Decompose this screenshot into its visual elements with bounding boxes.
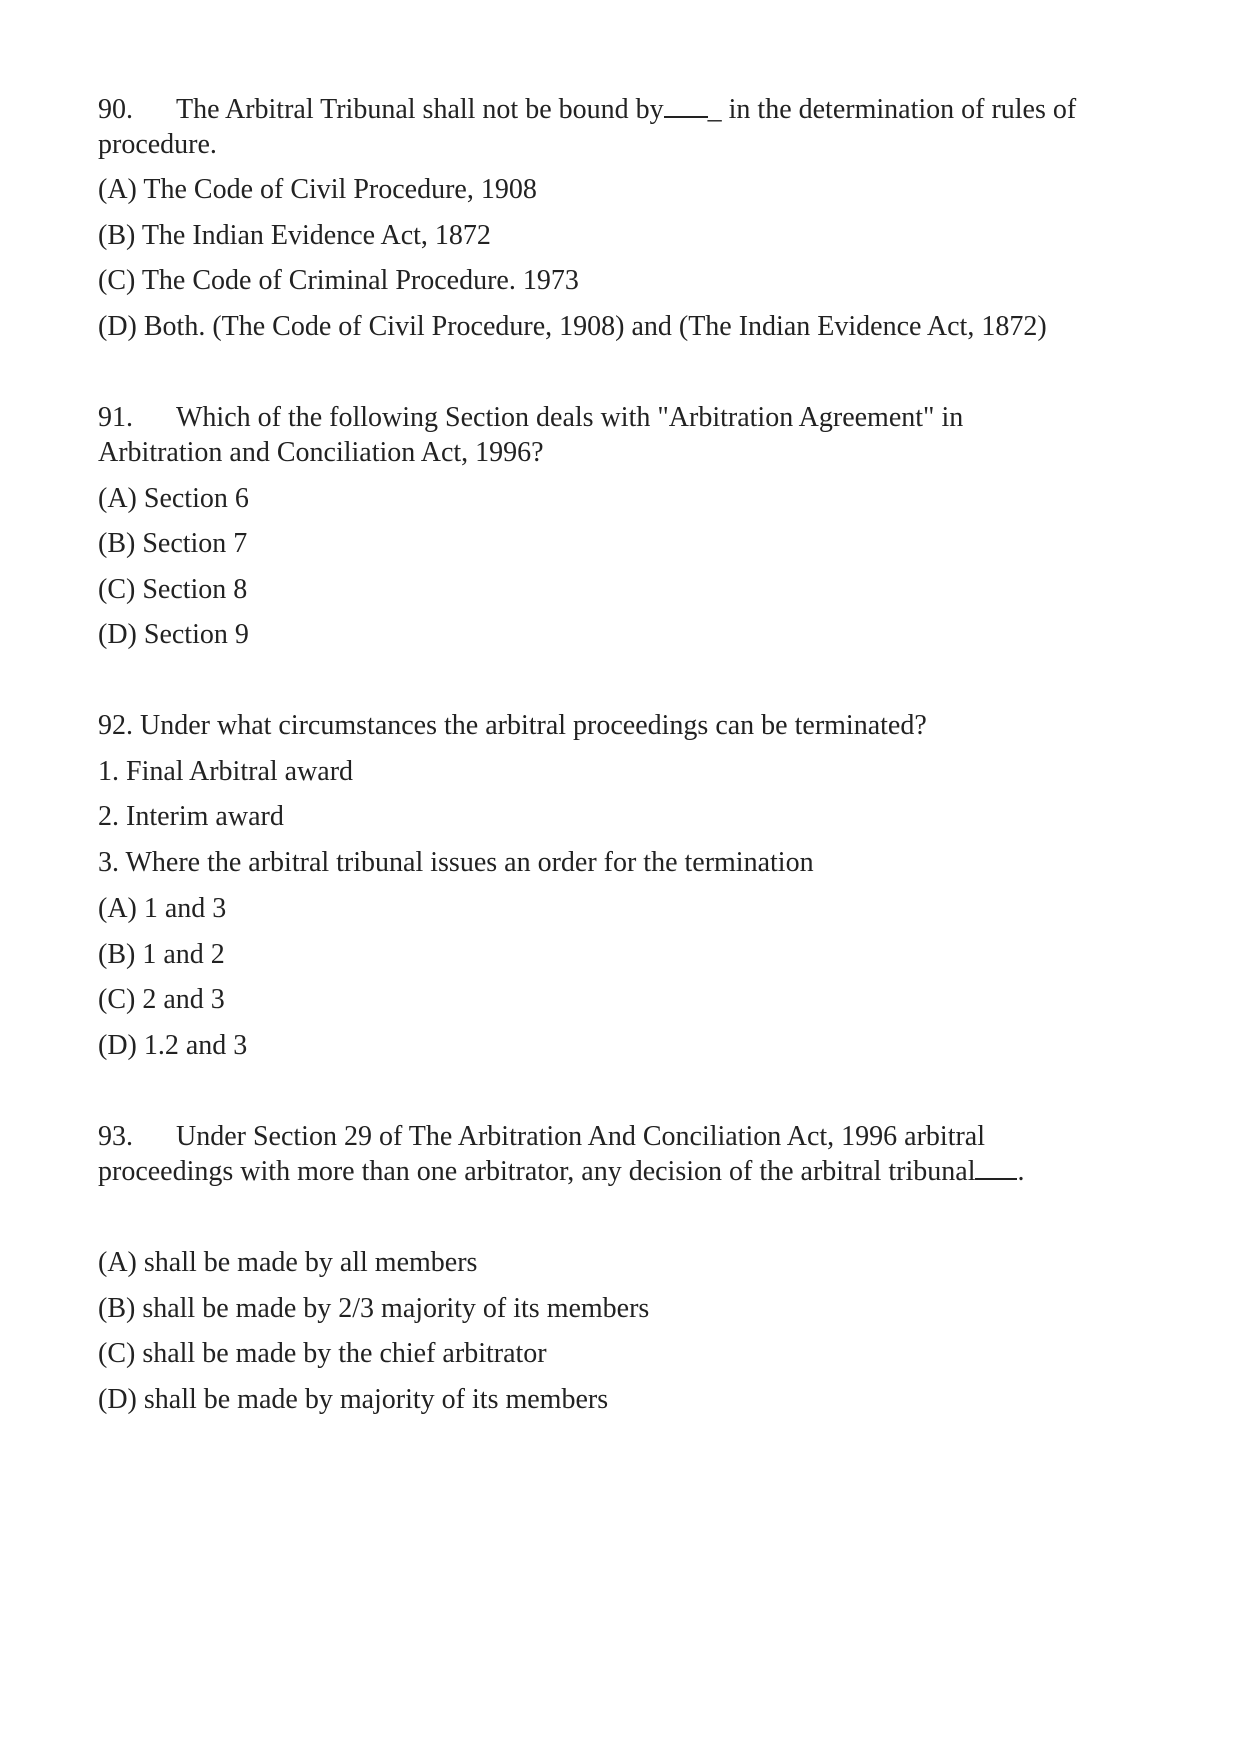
- question-stem-continued: [98, 1154, 1024, 1190]
- option-a: (A) 1 and 3: [98, 893, 227, 924]
- option-b: (B) 1 and 2: [98, 939, 225, 970]
- option-c: (C) Section 8: [98, 574, 248, 605]
- question-text: .: [1017, 1156, 1025, 1187]
- question-number: 93.: [98, 1121, 133, 1152]
- question-number: 91.: [98, 402, 133, 433]
- option-a: (A) Section 6: [98, 483, 249, 514]
- question-text: Under Section 29 of The Arbitration And Conciliation Act, 1996 arbitral: [176, 1121, 986, 1152]
- statement-3: 3. Where the arbitral tribunal issues an order for the termination: [98, 847, 814, 878]
- option-d: (D) Section 9: [98, 619, 249, 650]
- fill-in-blank: [664, 94, 708, 118]
- option-b: (B) The Indian Evidence Act, 1872: [98, 220, 491, 251]
- question-text: The Arbitral Tribunal shall not be bound by: [176, 94, 664, 125]
- fill-in-blank: [975, 1156, 1017, 1180]
- question-stem: [98, 1119, 985, 1155]
- option-c: (C) shall be made by the chief arbitrator: [98, 1338, 547, 1369]
- option-c: (C) The Code of Criminal Procedure. 1973: [98, 265, 579, 296]
- option-d: (D) Both. (The Code of Civil Procedure, 1908) and (The Indian Evidence Act, 1872): [98, 311, 1047, 342]
- option-a: (A) shall be made by all members: [98, 1247, 478, 1278]
- option-d: (D) shall be made by majority of its members: [98, 1384, 609, 1415]
- statement-1: 1. Final Arbitral award: [98, 756, 354, 787]
- question-text: proceedings with more than one arbitrator, any decision of the arbitral tribunal: [98, 1156, 976, 1187]
- question-text: _: [707, 94, 722, 125]
- question-stem-continued: Arbitration and Conciliation Act, 1996?: [98, 437, 544, 468]
- question-number: 90.: [98, 94, 133, 125]
- question-text: in the determination of rules of: [721, 94, 1077, 125]
- question-stem: [98, 92, 1076, 128]
- option-b: (B) shall be made by 2/3 majority of its members: [98, 1293, 650, 1324]
- option-b: (B) Section 7: [98, 528, 248, 559]
- option-d: (D) 1.2 and 3: [98, 1030, 248, 1061]
- question-stem: [98, 400, 963, 436]
- question-stem: 92. Under what circumstances the arbitral proceedings can be terminated?: [98, 710, 927, 741]
- question-stem-continued: procedure.: [98, 129, 217, 160]
- statement-2: 2. Interim award: [98, 801, 284, 832]
- option-a: (A) The Code of Civil Procedure, 1908: [98, 174, 537, 205]
- option-c: (C) 2 and 3: [98, 984, 225, 1015]
- question-text: Which of the following Section deals with "Arbitration Agreement" in: [176, 402, 964, 433]
